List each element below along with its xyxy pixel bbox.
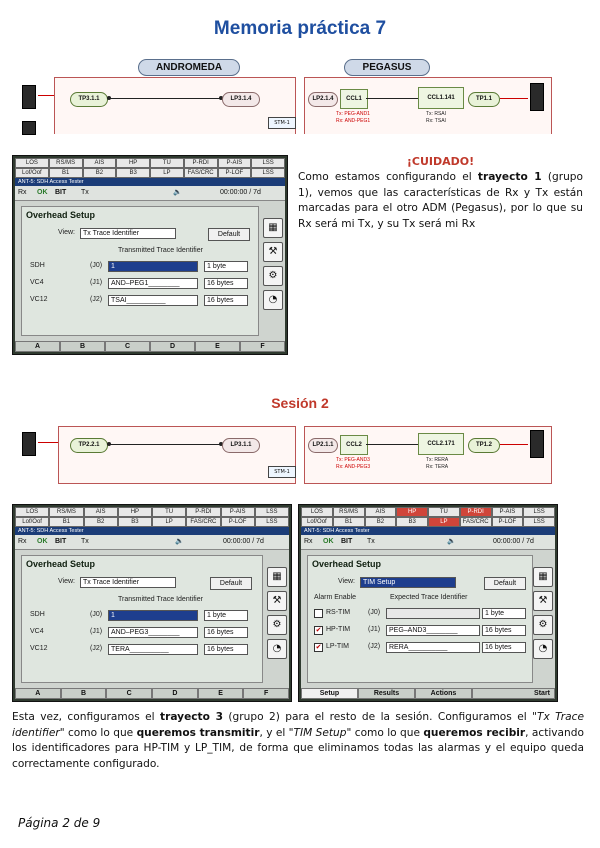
grid-icon[interactable]: ▦: [267, 567, 287, 587]
alarm-row-top: [15, 507, 289, 517]
tx-peg-label: Tx: PEG-AND3: [336, 457, 370, 463]
tx-r-label: Tx: RERA: [426, 457, 449, 463]
alarm-led: LSS: [523, 507, 555, 517]
row-code: (J1): [90, 279, 103, 286]
toolbar: [301, 535, 555, 550]
bit-indicator[interactable]: BIT: [55, 538, 67, 545]
alarm-led: LSS: [523, 517, 555, 527]
toolbar: [15, 535, 289, 550]
j1-trace-input[interactable]: AND–PEG3________: [108, 627, 198, 638]
pegasus-card-a: LP2.1.4: [308, 92, 338, 107]
row-name: RS-TIM: [326, 609, 351, 616]
j2-size-select[interactable]: 16 bytes: [204, 644, 248, 655]
tester-device-icon: [22, 432, 36, 456]
path-node: [107, 96, 111, 100]
row-name: VC4: [30, 628, 44, 635]
tab-d[interactable]: D: [152, 688, 198, 699]
tab-a[interactable]: A: [15, 688, 61, 699]
gauge-icon[interactable]: ◔: [267, 639, 287, 659]
view-label: View:: [338, 578, 355, 585]
j0-size-select[interactable]: 1 byte: [204, 261, 248, 272]
default-button[interactable]: Default: [210, 577, 252, 590]
overhead-setup-panel: [307, 555, 533, 683]
j1-size-select[interactable]: 16 bytes: [482, 625, 526, 636]
alarm-led: B3: [396, 517, 428, 527]
tab-actions[interactable]: Actions: [415, 688, 472, 699]
tab-results[interactable]: Results: [358, 688, 415, 699]
view-label: View:: [58, 578, 75, 585]
caution-text: [298, 170, 583, 232]
alarm-led: LSS: [251, 158, 285, 168]
alarm-row-top: [301, 507, 555, 517]
j0-trace-input[interactable]: 1: [108, 261, 198, 272]
row-code: (J2): [90, 645, 103, 652]
tab-c[interactable]: C: [105, 341, 150, 352]
bit-indicator[interactable]: BIT: [55, 189, 67, 196]
tab-b[interactable]: B: [61, 688, 107, 699]
pegasus-card-a: LP2.1.1: [308, 438, 338, 453]
column-header: Transmitted Trace Identifier: [118, 247, 203, 254]
alarm-led: RS/MS: [49, 158, 83, 168]
tab-setup[interactable]: Setup: [301, 688, 358, 699]
alarm-led: LP: [428, 517, 460, 527]
alarm-led: LSS: [255, 507, 289, 517]
tester-device-icon: [530, 83, 544, 111]
pegasus-card-c: CCL2.171: [418, 433, 464, 455]
paragraph-text: , y el ": [259, 726, 294, 739]
alarm-led: P-AIS: [221, 507, 255, 517]
j2-size-select[interactable]: 16 bytes: [482, 642, 526, 653]
andromeda-card-right: LP3.1.4: [222, 92, 260, 107]
tx-indicator[interactable]: Tx: [367, 538, 375, 545]
j1-size-select[interactable]: 16 bytes: [204, 278, 248, 289]
alarm-led: AIS: [365, 507, 397, 517]
tab-d[interactable]: D: [150, 341, 195, 352]
alarm-led: HP: [396, 507, 428, 517]
instrument-title: ANT-5: SDH Access Tester: [15, 527, 289, 535]
network-diagram-2: [18, 422, 583, 484]
row-name: LP-TIM: [326, 643, 349, 650]
view-label: View:: [58, 229, 75, 236]
lp-tim-checkbox[interactable]: ✔: [315, 643, 322, 651]
j2-trace-input[interactable]: TERA__________: [108, 644, 198, 655]
j1-trace-input[interactable]: AND–PEG1________: [108, 278, 198, 289]
timer-readout: 00:00:00 / 7d: [220, 189, 261, 196]
alarm-enable-label: Alarm Enable: [314, 594, 357, 601]
tester-device-icon: [530, 430, 544, 458]
link-line: [500, 444, 528, 445]
settings-icon[interactable]: ⚙: [263, 266, 283, 286]
alarm-led: B2: [83, 168, 117, 178]
timer-readout: 00:00:00 / 7d: [223, 538, 264, 545]
paragraph-bold: queremos recibir: [423, 726, 526, 739]
alarm-row-bottom: [15, 517, 289, 527]
alarm-led: LP: [152, 517, 186, 527]
paragraph-italic: TIM Setup: [293, 726, 347, 739]
path-line: [366, 444, 418, 445]
tab-f[interactable]: F: [243, 688, 289, 699]
instrument-title: ANT-5: SDH Access Tester: [301, 527, 555, 535]
j0-trace-input[interactable]: 1: [108, 610, 198, 621]
alarm-led: LOS: [15, 158, 49, 168]
tester-device-icon: [22, 85, 36, 109]
alarm-led: B2: [84, 517, 118, 527]
alarm-led: TU: [150, 158, 184, 168]
andromeda-card-left: TP3.1.1: [70, 92, 108, 107]
row-code: (J0): [368, 609, 381, 616]
alarm-row-bottom: [301, 517, 555, 527]
pegasus-card-b: CCL1: [340, 89, 368, 109]
rx-r-label: Rx: TERA: [426, 464, 449, 470]
rx-indicator[interactable]: Rx: [304, 538, 313, 545]
row-name: VC4: [30, 279, 44, 286]
alarm-led: Lof/Oof: [301, 517, 333, 527]
tester-screen-1: [12, 155, 288, 355]
settings-icon[interactable]: ⚙: [533, 615, 553, 635]
j1-expected-input[interactable]: PEG–AND3________: [386, 625, 480, 636]
view-select[interactable]: Tx Trace Identifier: [80, 228, 176, 239]
link-line: [500, 98, 528, 99]
tab-f[interactable]: F: [240, 341, 285, 352]
speaker-icon[interactable]: 🔈: [173, 189, 182, 196]
grid-icon[interactable]: ▦: [263, 218, 283, 238]
panel-title: Overhead Setup: [26, 210, 96, 220]
paragraph-text: " como lo que: [346, 726, 424, 739]
row-code: (J0): [90, 611, 103, 618]
alarm-led: P-RDI: [460, 507, 492, 517]
alarm-led: P-LOF: [221, 517, 255, 527]
alarm-led: LP: [150, 168, 184, 178]
default-button[interactable]: Default: [484, 577, 526, 590]
alarm-led: LSS: [251, 168, 285, 178]
tools-icon[interactable]: ⚒: [263, 242, 283, 262]
overhead-setup-panel: [21, 555, 263, 683]
paragraph-text: , activando los identificadores para HP-TIM y LP_TIM, de forma que eliminamos todas las alarmas y el equipo queda correctamente configurado.: [12, 726, 584, 770]
j2-expected-input[interactable]: RERA__________: [386, 642, 480, 653]
alarm-row-bottom: [15, 168, 285, 178]
path-line: [108, 98, 220, 99]
tools-icon[interactable]: ⚒: [267, 591, 287, 611]
instrument-title: ANT-5: SDH Access Tester: [15, 178, 285, 186]
row-name: HP-TIM: [326, 626, 351, 633]
column-header: Transmitted Trace Identifier: [118, 596, 203, 603]
timer-readout: 00:00:00 / 7d: [493, 538, 534, 545]
bottom-tabs: [15, 688, 289, 699]
paragraph-text: (grupo 2) para el resto de la sesión. Configuramos el ": [223, 711, 537, 723]
caution-heading: ¡CUIDADO!: [406, 155, 475, 168]
caution-text-part: Como estamos configurando el: [298, 171, 478, 183]
speaker-icon[interactable]: 🔈: [175, 538, 184, 545]
rx-peg-label: Rx: AND-PEG3: [336, 464, 371, 470]
alarm-led: AIS: [83, 158, 117, 168]
bottom-tabs: [15, 341, 285, 352]
row-code: (J0): [90, 262, 103, 269]
j2-trace-input[interactable]: TSAI__________: [108, 295, 198, 306]
bottom-tabs: [301, 688, 555, 699]
tab-e[interactable]: E: [198, 688, 244, 699]
section-title: Sesión 2: [271, 395, 329, 411]
row-code: (J1): [90, 628, 103, 635]
rs-tim-checkbox[interactable]: [314, 609, 323, 618]
paragraph-bold: queremos transmitir: [136, 726, 260, 739]
tab-b[interactable]: B: [60, 341, 105, 352]
overhead-setup-panel: [21, 206, 259, 336]
j0-size-select[interactable]: 1 byte: [204, 610, 248, 621]
speaker-icon[interactable]: 🔈: [447, 538, 456, 545]
alarm-row-top: [15, 158, 285, 168]
path-line: [366, 98, 418, 99]
alarm-led: P-LOF: [492, 517, 524, 527]
tester-screen-3: [298, 504, 558, 702]
andromeda-label: ANDROMEDA: [138, 59, 240, 76]
j2-size-select[interactable]: 16 bytes: [204, 295, 248, 306]
paragraph-text: Esta vez, configuramos el: [12, 711, 161, 723]
gauge-icon[interactable]: ◔: [533, 639, 553, 659]
column-header: Expected Trace Identifier: [390, 594, 468, 601]
alarm-led: P-AIS: [218, 158, 252, 168]
rx-peg-label: Rx: AND-PEG1: [336, 118, 371, 124]
alarm-led: Lof/Oof: [15, 517, 49, 527]
settings-icon[interactable]: ⚙: [267, 615, 287, 635]
view-select[interactable]: TIM Setup: [360, 577, 456, 588]
alarm-led: TU: [428, 507, 460, 517]
ok-indicator[interactable]: OK: [37, 538, 48, 545]
row-name: SDH: [30, 611, 45, 618]
alarm-led: LOS: [15, 507, 49, 517]
pegasus-card-c: CCL1.141: [418, 87, 464, 109]
network-diagram-1: [18, 55, 583, 135]
alarm-led: FAS/CRC: [184, 168, 218, 178]
hp-tim-checkbox[interactable]: ✔: [315, 626, 322, 634]
andromeda-card-right: LP3.1.1: [222, 438, 260, 453]
tab-c[interactable]: C: [106, 688, 152, 699]
paragraph-text: " como lo que: [59, 726, 137, 739]
paragraph-bold: trayecto 3: [160, 711, 223, 723]
stm-link-label: STM-1: [268, 117, 296, 129]
row-code: (J2): [90, 296, 103, 303]
alarm-led: B1: [49, 517, 83, 527]
row-code: (J1): [368, 626, 381, 633]
j1-size-select[interactable]: 16 bytes: [204, 627, 248, 638]
tester-screen-2: [12, 504, 292, 702]
ok-indicator[interactable]: OK: [37, 189, 48, 196]
pegasus-card-d: TP1.1: [468, 92, 500, 107]
alarm-led: P-RDI: [184, 158, 218, 168]
explanation-paragraph: [12, 710, 584, 772]
alarm-led: HP: [118, 507, 152, 517]
tab-a[interactable]: A: [15, 341, 60, 352]
panel-title: Overhead Setup: [26, 559, 96, 569]
alarm-led: RS/MS: [49, 507, 83, 517]
tx-indicator[interactable]: Tx: [81, 538, 89, 545]
alarm-led: TU: [152, 507, 186, 517]
caution-text-part: (grupo 1), vemos que las características de Rx y Tx están marcadas para el otro ADM (Pegasus), por lo que su Rx será mi Tx, y su Tx será mi Rx: [298, 171, 583, 230]
tx-r-label: Tx: RSAI: [426, 111, 447, 117]
gauge-icon[interactable]: ◔: [263, 290, 283, 310]
caution-bold: trayecto 1: [477, 171, 542, 183]
alarm-led: FAS/CRC: [460, 517, 492, 527]
tab-e[interactable]: E: [195, 341, 240, 352]
alarm-led: LSS: [255, 517, 289, 527]
toolbar: [15, 186, 285, 201]
alarm-led: FAS/CRC: [186, 517, 220, 527]
path-line: [108, 444, 220, 445]
bit-indicator[interactable]: BIT: [341, 538, 353, 545]
page-title: Memoria práctica 7: [213, 18, 387, 39]
andromeda-ne: [58, 426, 296, 484]
rx-indicator[interactable]: Rx: [18, 538, 27, 545]
alarm-led: B1: [49, 168, 83, 178]
alarm-led: RS/MS: [333, 507, 365, 517]
row-name: VC12: [30, 645, 48, 652]
view-select[interactable]: Tx Trace Identifier: [80, 577, 176, 588]
row-name: VC12: [30, 296, 48, 303]
stm-link-label: STM-1: [268, 466, 296, 478]
alarm-led: P-RDI: [186, 507, 220, 517]
andromeda-card-left: TP2.2.1: [70, 438, 108, 453]
tester-device-icon: [22, 121, 36, 135]
j0-size-select[interactable]: 1 byte: [482, 608, 526, 619]
alarm-led: P-AIS: [492, 507, 524, 517]
rx-r-label: Rx: TSAI: [426, 118, 446, 124]
alarm-led: B1: [333, 517, 365, 527]
page-number: Página 2 de 9: [18, 816, 101, 830]
j0-expected-input[interactable]: [386, 608, 480, 619]
alarm-led: B3: [118, 517, 152, 527]
alarm-led: HP: [116, 158, 150, 168]
rx-indicator[interactable]: Rx: [18, 189, 27, 196]
tx-peg-label: Tx: PEG-AND1: [336, 111, 370, 117]
row-name: SDH: [30, 262, 45, 269]
alarm-led: B2: [365, 517, 397, 527]
default-button[interactable]: Default: [208, 228, 250, 241]
pegasus-label: PEGASUS: [344, 59, 430, 76]
path-node: [107, 442, 111, 446]
grid-icon[interactable]: ▦: [533, 567, 553, 587]
pegasus-card-d: TP1.2: [468, 438, 500, 453]
alarm-led: AIS: [84, 507, 118, 517]
alarm-led: B3: [116, 168, 150, 178]
start-button[interactable]: Start: [472, 688, 555, 699]
row-code: (J2): [368, 643, 381, 650]
panel-title: Overhead Setup: [312, 559, 382, 569]
tools-icon[interactable]: ⚒: [533, 591, 553, 611]
alarm-led: P-LOF: [218, 168, 252, 178]
tx-indicator[interactable]: Tx: [81, 189, 89, 196]
pegasus-card-b: CCL2: [340, 435, 368, 455]
paragraph-italic: Tx Trace identifier: [12, 711, 584, 739]
alarm-led: Lof/Oof: [15, 168, 49, 178]
alarm-led: LOS: [301, 507, 333, 517]
ok-indicator[interactable]: OK: [323, 538, 334, 545]
